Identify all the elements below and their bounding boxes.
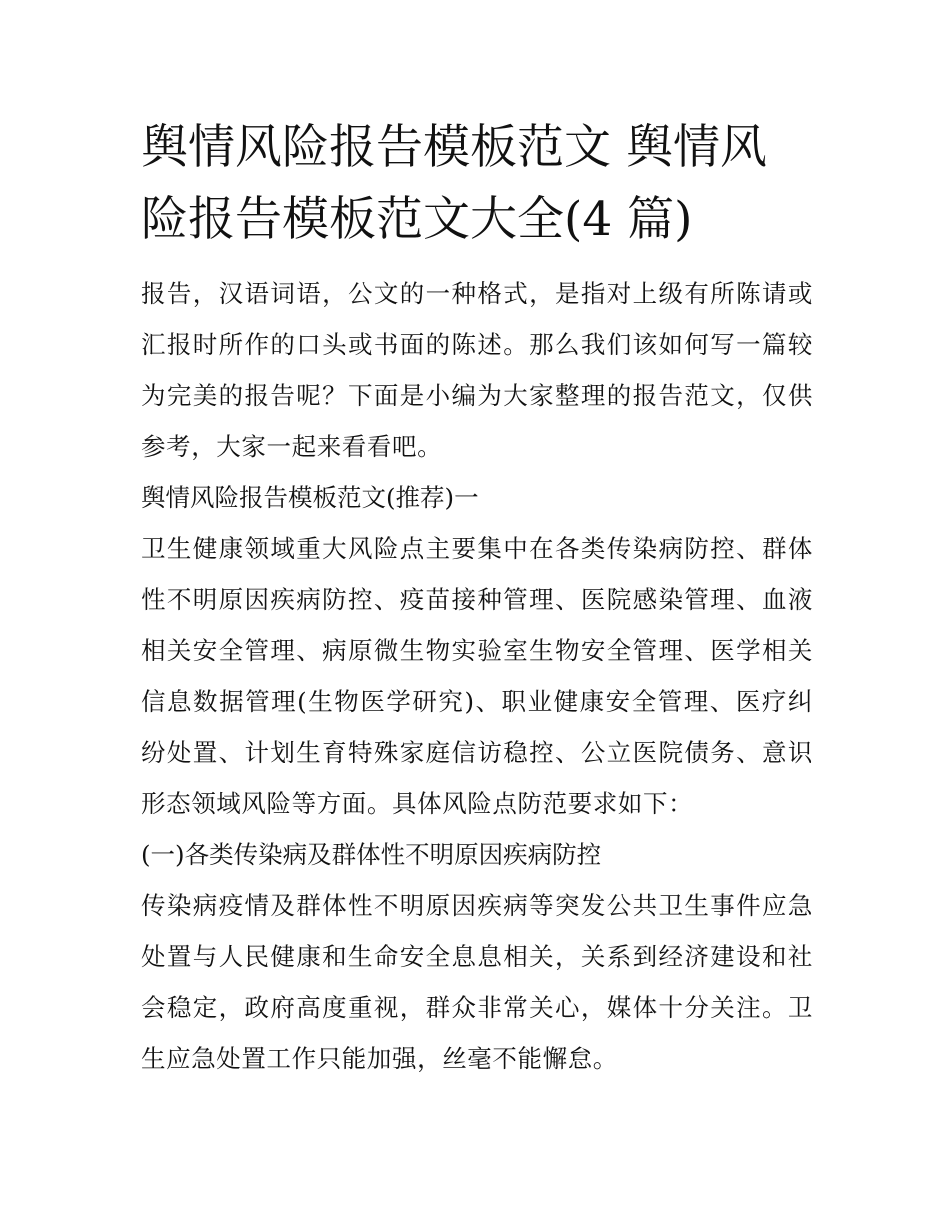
document-title: 舆情风险报告模板范文 舆情风险报告模板范文大全(4 篇)	[141, 120, 767, 247]
intro-paragraph: 报告，汉语词语，公文的一种格式，是指对上级有所陈请或汇报时所作的口头或书面的陈述。那么我们该如何写一篇较为完美的报告呢？下面是小编为大家整理的报告范文，仅供参考，大家一起来看看吧。	[141, 279, 813, 461]
paragraph-emergency-response: 传染病疫情及群体性不明原因疾病等突发公共卫生事件应急处置与人民健康和生命安全息息相关，关系到经济建设和社会稳定，政府高度重视，群众非常关心，媒体十分关注。卫生应急处置工作只能加强，丝毫不能懈怠。	[141, 891, 813, 1073]
document-content	[141, 112, 813, 1084]
section-heading: 舆情风险报告模板范文(推荐)一	[141, 483, 479, 512]
paragraph-risk-points: 卫生健康领域重大风险点主要集中在各类传染病防控、群体性不明原因疾病防控、疫苗接种管理、医院感染管理、血液相关安全管理、病原微生物实验室生物安全管理、医学相关信息数据管理(生物医学研究)、职业健康安全管理、医疗纠纷处置、计划生育特殊家庭信访稳控、公立医院债务、意识形态领域风险等方面。具体风险点防范要求如下：	[141, 534, 813, 818]
subheading-disease-control: (一)各类传染病及群体性不明原因疾病防控	[141, 840, 602, 869]
